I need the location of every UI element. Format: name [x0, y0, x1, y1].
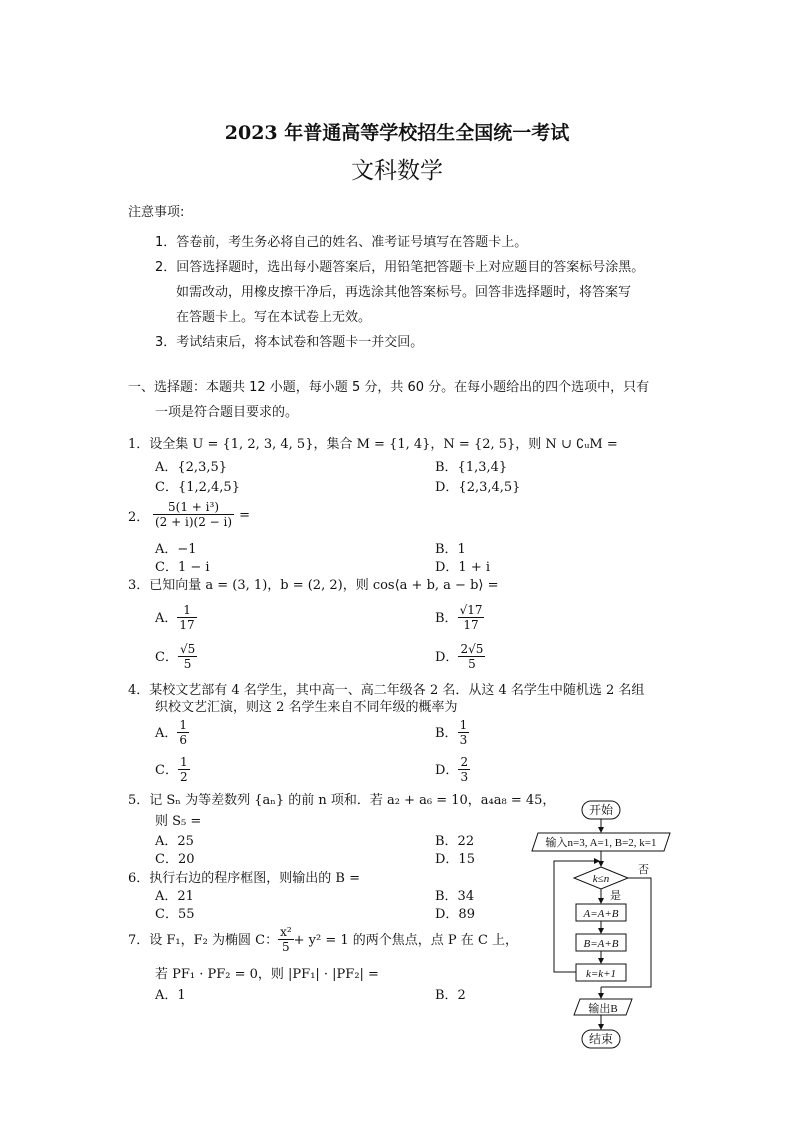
q4-stem: 4．某校文艺部有 4 名学生，其中高一、高二年级各 2 名．从这 4 名学生中随机选 2 名组: [128, 683, 645, 698]
notice-item-2: 2．回答选择题时，选出每小题答案后，用铅笔把答题卡上对应题目的答案标号涂黑。: [155, 260, 645, 275]
q2-option-d: D．1 + i: [435, 560, 491, 575]
flow-condition-label: k≤n: [592, 873, 610, 885]
flow-end-label: 结束: [588, 1032, 614, 1046]
program-flowchart: [530, 795, 676, 1055]
q5-stem-cont: 则 S₅ =: [155, 814, 202, 829]
q3-option-b: B． $\frac{√17}{17}$: [435, 603, 483, 632]
q1-option-d: D．{2,3,4,5}: [435, 480, 521, 495]
q1-option-a: A．{2,3,5}: [155, 460, 228, 475]
notice-heading: 注意事项:: [128, 205, 185, 220]
q6-option-a: A．21: [155, 889, 194, 904]
q2-option-b: B．1: [435, 542, 466, 557]
flow-output-label: 输出B: [588, 1003, 618, 1015]
flow-no-branch: [628, 878, 651, 987]
q6-option-d: D．89: [435, 907, 475, 922]
section-heading: 一、选择题：本题共 12 小题，每小题 5 分，共 60 分。在每小题给出的四个选项中，只有: [128, 380, 650, 395]
notice-item-2-cont2: 在答题卡上。写在本试卷上无效。: [176, 310, 372, 325]
q2-option-a: A．−1: [155, 542, 197, 557]
flow-no-label: 否: [638, 864, 649, 876]
q1-option-c: C．{1,2,4,5}: [155, 480, 240, 495]
exam-subtitle: 文科数学: [351, 158, 443, 184]
notice-item-2-cont: 如需改动，用橡皮擦干净后，再选涂其他答案标号。回答非选择题时，将答案写: [176, 285, 632, 300]
q2-equals: =: [239, 508, 251, 523]
q7-stem: 7．设 F₁，F₂ 为椭圆 C： $\frac{\text{x²}}{5}$ + y² = 1 的两个焦点，点 P 在 C 上，: [128, 925, 519, 954]
flow-step3-label: k=k+1: [585, 968, 617, 980]
q2-fraction: [153, 500, 250, 529]
q2-option-c: C．1 − i: [155, 560, 210, 575]
q3-option-a: A． $\frac{1}{17}$: [155, 603, 195, 632]
q1-option-b: B．{1,3,4}: [435, 460, 508, 475]
q5-option-a: A．25: [155, 834, 194, 849]
flow-step1-label: A=A+B: [583, 908, 619, 920]
q1-stem: 1．设全集 U = {1, 2, 3, 4, 5}，集合 M = {1, 4}，N = {2, 5}，则 N ∪ ∁ᵤM =: [128, 437, 618, 452]
section-heading-cont: 一项是符合题目要求的。: [155, 405, 299, 420]
q6-option-b: B．34: [435, 889, 475, 904]
flow-start-label: 开始: [588, 803, 614, 817]
q5-option-d: D．15: [435, 852, 475, 867]
exam-title: 2023 年普通高等学校招生全国统一考试: [224, 122, 570, 144]
q4-option-d: D． $\frac{2}{3}$: [435, 755, 469, 784]
q3-stem: 3．已知向量 a = (3, 1)，b = (2, 2)，则 cos⟨a + b, a − b⟩ =: [128, 578, 499, 593]
flow-step2-label: B=A+B: [583, 938, 619, 950]
q7-stem-cont: 若 PF₁ · PF₂ = 0，则 |PF₁| · |PF₂| =: [155, 967, 379, 982]
q5-option-b: B．22: [435, 834, 475, 849]
q6-option-c: C．55: [155, 907, 195, 922]
q3-option-d: D． $\frac{2√5}{5}$: [435, 642, 484, 671]
flow-input-label: 输入n=3, A=1, B=2, k=1: [545, 837, 657, 849]
q2-numerator: 5(1 + i³): [153, 500, 234, 515]
q4-option-c: C． $\frac{1}{2}$: [155, 755, 188, 784]
q3-option-c: C． $\frac{√5}{5}$: [155, 642, 196, 671]
q4-stem-cont: 织校文艺汇演，则这 2 名学生来自不同年级的概率为: [155, 700, 458, 715]
q7-option-b: B．2: [435, 988, 466, 1003]
q4-option-b: B． $\frac{1}{3}$: [435, 718, 468, 747]
q5-stem: 5．记 Sₙ 为等差数列 {aₙ} 的前 n 项和．若 a₂ + a₆ = 10，a₄a₈ = 45，: [128, 793, 556, 808]
notice-item-3: 3．考试结束后，将本试卷和答题卡一并交回。: [155, 335, 424, 350]
q2-denominator: (2 + i)(2 − i): [155, 515, 233, 529]
flow-yes-label: 是: [610, 890, 621, 902]
q4-option-a: A． $\frac{1}{6}$: [155, 718, 188, 747]
q2-number: 2．: [128, 510, 150, 525]
q6-stem: 6．执行右边的程序框图，则输出的 B =: [128, 871, 360, 886]
q5-option-c: C．20: [155, 852, 195, 867]
q7-option-a: A．1: [155, 988, 186, 1003]
notice-item-1: 1．答卷前，考生务必将自己的姓名、准考证号填写在答题卡上。: [155, 235, 528, 250]
